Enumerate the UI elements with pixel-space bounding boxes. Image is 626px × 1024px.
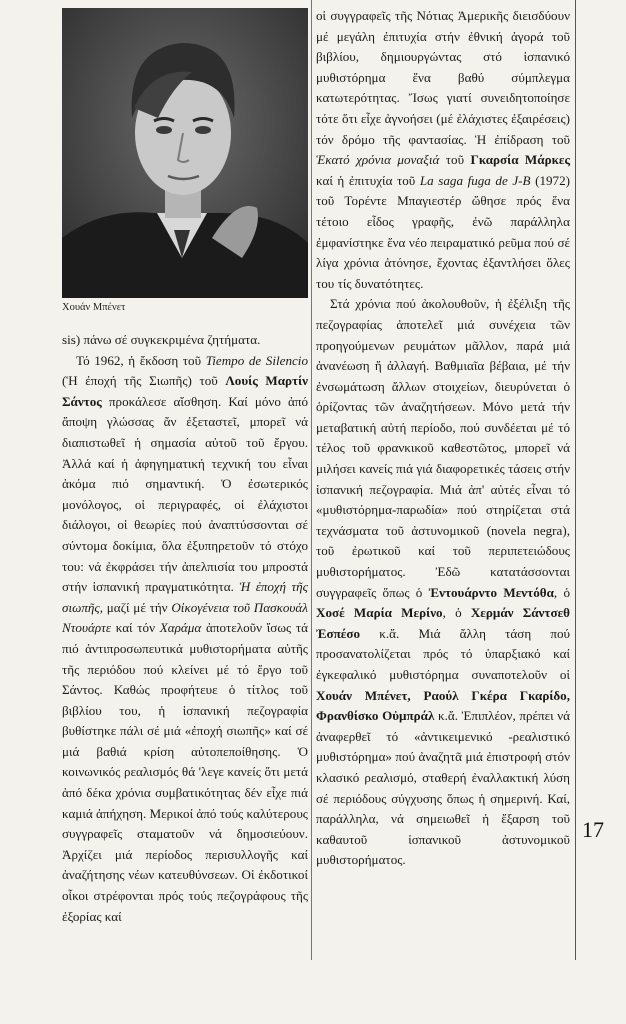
left-paragraph-2: Τό 1962, ἡ ἔκδοση τοῦ Tiempo de Silencio (Ἡ ἐποχή τῆς Σιωπῆς) τοῦ Λουίς Μαρτίν Σάντος προκάλεσε αἴσθηση. Καί μόνο ἀπό ἄποψη γλώσσας ἄν ἐξεταστεῖ, μπορεῖ νά διαπιστωθεῖ ἡ σημασία αὐτοῦ τοῦ ἔργου. Ἀλλά καί ἡ ἀφηγηματική τεχνική του εἶναι ἀκόμα πιό σημαντική. Ὁ ἐσωτερικός μονόλογος, οἱ περιγραφές, οἱ ἐλάχιστοι διάλογοι, οἱ θεωρίες πού ἀναπτύσσονται σέ σύντομα δοκίμια, ὅλα ἐξυπηρετοῦν τό στόχο του: νά ἐκφράσει τήν ἀπελπισία του μπροστά στήν ἱσπανική πραγματικότητα. Ἡ ἐποχή τῆς σιωπῆς, μαζί μέ τήν Οἰκογένεια τοῦ Πασκουάλ Ντουάρτε καί τόν Χαράμα ἀποτελοῦν ἴσως τά πιό ἀντιπροσωπευτικά μυθιστορήματα αὐτῆς τῆς περιόδου πού κλείνει μέ τό ἔργο τοῦ Σάντος. Καθώς προφήτευε ὁ τίτλος τοῦ βιβλίου του, ἡ ἱσπανική πεζογραφία βυθίστηκε πάλι σέ μιά «ἐποχή σιωπῆς» καί σέ μιά βαθιά κρίση αὐτοπεποίθησης. Ὁ κοινωνικός ρεαλισμός θά 'λεγε κανείς ὅτι μετά ἀπό δέκα χρόνια συμβατικότητας δέν εἶχε πιά καμιά ἀπήχηση. Μερικοί ἀπό τούς καλύτερους συγγραφεῖς σταματοῦν νά δημοσιεύουν. Ἀρχίζει μιά περίοδος περισυλλογῆς καί ἀναζήτησης νέων κατευθύνσεων. Οἱ ἐκδοτικοί οἶκοι στρέφονται πρός τούς πεζογράφους τῆς ἐξορίας καί bbox=[62, 352, 309, 924]
portrait-image bbox=[62, 8, 308, 298]
author-photo bbox=[62, 8, 308, 298]
right-paragraph-1: οἱ συγγραφεῖς τῆς Νότιας Ἀμερικῆς διεισδύουν μέ μεγάλη ἐπιτυχία στήν ἐθνική ἀγορά τοῦ βιβλίου, δημιουργώντας στό ἱσπανικό μυθιστόρημα ἕνα βαθύ σύμπλεγμα κατωτερότητας. Ἴσως γιατί συνειδητοποίησε τότε ὅτι εἶχε ἀγνοήσει (μέ ἐλάχιστες ἐξαιρέσεις) τόν δρόμο τῆς φαντασίας. Ἡ ἐπίδραση τοῦ Ἑκατό χρόνια μοναξιά τοῦ Γκαρσία Μάρκες καί ἡ ἐπιτυχία τοῦ La saga fuga de J-B (1972) τοῦ Τορέντε Μπαγιεστέρ ὤθησε πρός ἕνα τέτοιο εἶδος γραφῆς, ἐνῶ παράλληλα ἐμφανίστηκε ἕνα νέο πειραματικό ρεῦμα πού σέ λίγα χρόνια ἀτόνησε, ἔχοντας ἐξαντλήσει ὅλες του τίς δυνατότητες. bbox=[316, 8, 570, 291]
left-column bbox=[62, 330, 308, 927]
right-paragraph-2: Στά χρόνια πού ἀκολουθοῦν, ἡ ἐξέλιξη τῆς πεζογραφίας ἀποτελεῖ μιά συνέχεια τῶν προηγούμενων ρευμάτων μᾶλλον, παρά μιά ἀνανέωση ἤ ἀλλαγή. Βαθμιαῖα βέβαια, μέ τήν ἐνσωμάτωση ἄλλων στοιχείων, διευρύνεται ὁ ὁρίζοντας τῶν ἀναζητήσεων. Μόνο μετά τήν μεταβατική αὐτή περίοδο, πού συνδέεται μέ τό τέλος τοῦ φρανκικοῦ καθεστῶτος, μπορεῖ νά μιλήσει κανείς πιά γιά διαφορετικές τάσεις στήν ἱσπανική πεζογραφία. Μιά ἀπ' αὐτές εἶναι τό «μυθιστόρημα-παρωδία» πού στηρίζεται στά τεχνάσματα τοῦ ἀστυνομικοῦ (novela negra), τοῦ ἐρωτικοῦ καί τοῦ περιπετειώδους μυθιστορήματος. Ἐδῶ κατατάσσονται συγγραφεῖς ὅπως ὁ Ἐντουάρντο Μεντόθα, ὁ Χοσέ Μαρία Μερίνο, ὁ Χερμάν Σάντσεθ Ἐσπέσο κ.ἄ. Μιά ἄλλη τάση πού προσανατολίζεται πρός τό ὑπαρξιακό καί ἐγκεφαλικό μυθιστόρημα συναποτελοῦν οἱ Χουάν Μπένετ, Ραούλ Γκέρα Γκαρίδο, Φρανθίσκο Οὐμπράλ κ.ἄ. Ἐπιπλέον, πρέπει νά ἀναφερθεῖ τό «ἀντικειμενικό -ρεαλιστικό μυθιστόρημα» πού ἀναζητᾶ μιά ἐπιστροφή στόν κλασικό ρεαλισμό, σταθερή ἐναλλακτική λύση σέ περιόδους σύγχυσης ὅπως ἡ σημερινή. Καί, παράλληλα, νά σημειωθεῖ ἡ ἔξαρση τοῦ καθαυτοῦ ἱσπανικοῦ ἀστυνομικοῦ μυθιστορήματος. bbox=[316, 296, 570, 868]
margin-rule bbox=[575, 0, 576, 960]
photo-caption: Χουάν Μπένετ bbox=[62, 302, 126, 313]
page-number: 17 bbox=[582, 817, 604, 842]
column-divider bbox=[311, 0, 312, 960]
right-column bbox=[316, 6, 570, 871]
left-paragraph-1: sis) πάνω σέ συγκεκριμένα ζητήματα. bbox=[62, 332, 261, 347]
